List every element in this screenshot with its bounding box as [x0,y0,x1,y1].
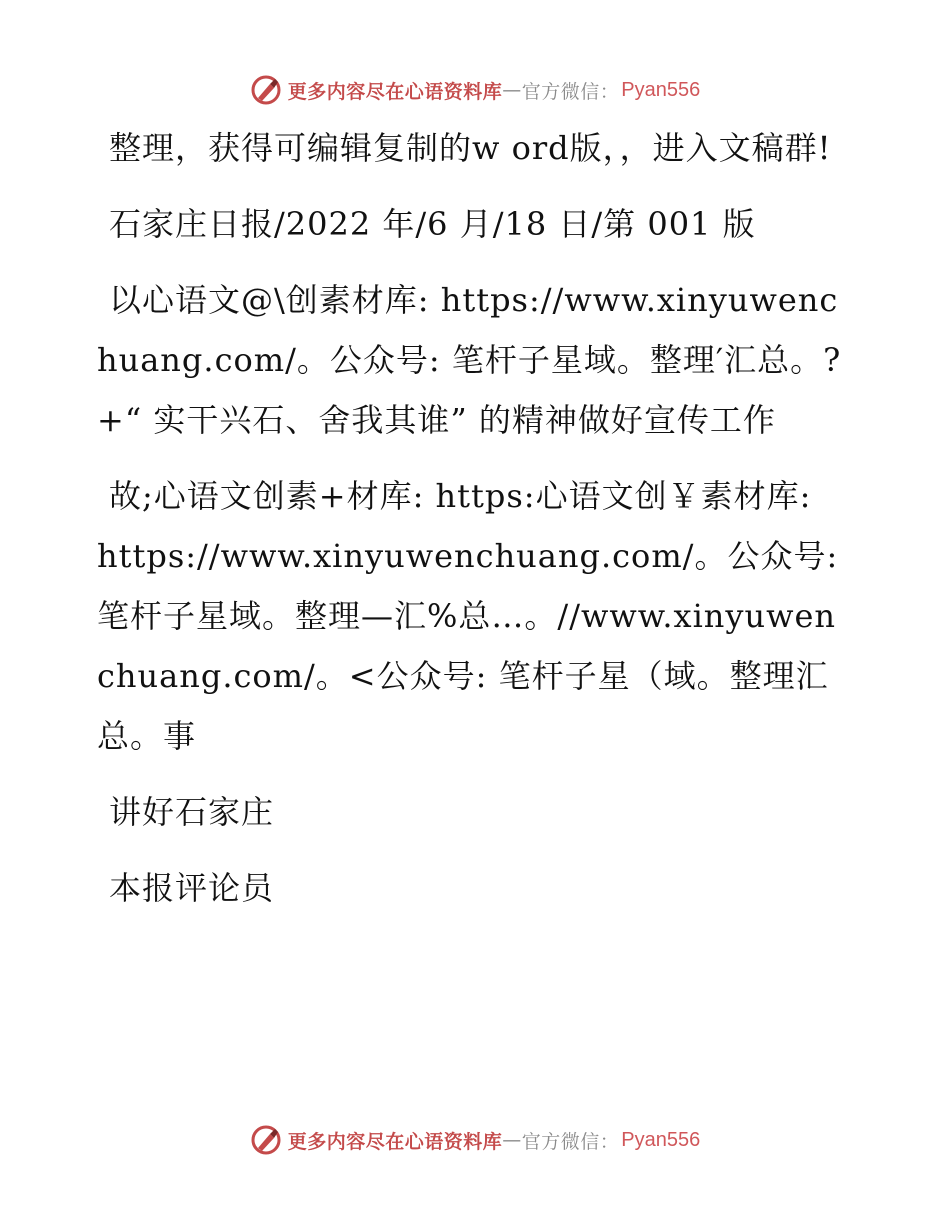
watermark-slogan: 更多内容尽在心语资料库 [287,80,503,103]
paragraph-intro: 整理，获得可编辑复制的w ord版，，进入文稿群! [109,129,832,167]
header-watermark [0,70,950,110]
pen-nib-logo-icon [250,74,282,106]
paragraph-body-2: 故;心语文创素+材库: https:心语文创￥素材库: https://www.xinyuwenchuang.com/。公众号: 笔杆子星域。整理—汇%总…。//www.xinyuwenchuang.com/。<公众号: 笔杆子星（域。整理汇总。事 [97,477,839,755]
watermark-wechat-id: Pyan556 [621,78,701,101]
footer-watermark [0,1120,950,1160]
article-title: 讲好石家庄 [109,793,275,831]
document-body [97,118,842,934]
paragraph-source-line: 石家庄日报/2022 年/6 月/18 日/第 001 版 [109,205,756,243]
watermark-dash: — [502,79,522,101]
watermark-wechat-label: 官方微信： [521,1130,620,1153]
watermark-dash: — [502,1129,522,1151]
article-author: 本报评论员 [109,869,275,907]
watermark-wechat-label: 官方微信： [521,80,620,103]
paragraph-body-1: 以心语文@\创素材库: https://www.xinyuwenchuang.com/。公众号: 笔杆子星域。整理′汇总。?+“ 实干兴石、舍我其谁” 的精神做好宣传工作 [97,281,842,439]
pen-nib-logo-icon [250,1124,282,1156]
watermark-wechat-id: Pyan556 [621,1128,701,1151]
watermark-slogan: 更多内容尽在心语资料库 [287,1130,503,1153]
